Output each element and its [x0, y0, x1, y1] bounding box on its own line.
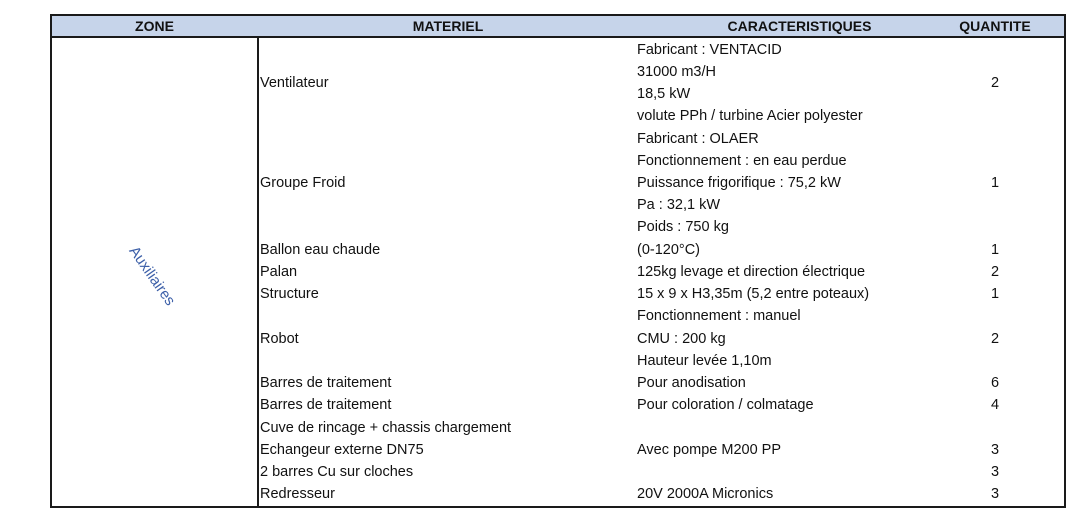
header-caracteristiques: CARACTERISTIQUES — [727, 18, 872, 34]
materiel-cuve-rincage: Cuve de rincage + chassis chargement — [260, 420, 512, 436]
header-quantite: QUANTITE — [959, 18, 1031, 34]
zone-label: Auxiliaires — [125, 243, 179, 309]
quantite-cell: 1 — [990, 242, 1000, 258]
carac-line: Avec pompe M200 PP — [637, 442, 782, 458]
carac-line: Pa : 32,1 kW — [637, 197, 721, 213]
quantite-cell: 1 — [990, 286, 1000, 302]
quantite-cell: 3 — [990, 486, 1000, 502]
quantite-cell: 2 — [990, 75, 1000, 91]
equipment-table — [50, 14, 1066, 508]
header-materiel: MATERIEL — [412, 18, 484, 34]
quantite-cell: 6 — [990, 375, 1000, 391]
carac-line: Fonctionnement : en eau perdue — [637, 153, 847, 169]
materiel-barres-traitement-2: Barres de traitement — [260, 397, 392, 413]
carac-line: (0-120°C) — [637, 242, 701, 258]
carac-line: Poids : 750 kg — [637, 219, 729, 235]
carac-line: Pour anodisation — [637, 375, 746, 391]
materiel-barres-cu: 2 barres Cu sur cloches — [260, 464, 414, 480]
quantite-cell: 2 — [990, 331, 1000, 347]
carac-line: 125kg levage et direction électrique — [637, 264, 866, 280]
quantite-cell: 1 — [990, 175, 1000, 191]
carac-line: Hauteur levée 1,10m — [637, 353, 772, 369]
carac-line: Fabricant : OLAER — [637, 131, 759, 147]
materiel-robot: Robot — [260, 331, 299, 347]
carac-line: 20V 2000A Micronics — [637, 486, 774, 502]
materiel-structure: Structure — [260, 286, 319, 302]
carac-line: volute PPh / turbine Acier polyester — [637, 108, 863, 124]
quantite-cell: 3 — [990, 442, 1000, 458]
header-zone: ZONE — [135, 18, 174, 34]
table-header — [52, 16, 1064, 38]
materiel-ballon-eau-chaude: Ballon eau chaude — [260, 242, 381, 258]
materiel-groupe-froid: Groupe Froid — [260, 175, 346, 191]
carac-line: Fabricant : VENTACID — [637, 42, 782, 58]
materiel-ventilateur: Ventilateur — [260, 75, 329, 91]
carac-line: CMU : 200 kg — [637, 331, 726, 347]
zone-cell — [52, 38, 259, 506]
quantite-cell: 4 — [990, 397, 1000, 413]
materiel-echangeur: Echangeur externe DN75 — [260, 442, 424, 458]
carac-line: Puissance frigorifique : 75,2 kW — [637, 175, 841, 191]
quantite-cell: 3 — [990, 464, 1000, 480]
carac-line: 15 x 9 x H3,35m (5,2 entre poteaux) — [637, 286, 870, 302]
quantite-cell: 2 — [990, 264, 1000, 280]
materiel-barres-traitement-1: Barres de traitement — [260, 375, 392, 391]
carac-line: 31000 m3/H — [637, 64, 716, 80]
materiel-redresseur: Redresseur — [260, 486, 335, 502]
carac-line: Fonctionnement : manuel — [637, 308, 801, 324]
carac-line: 18,5 kW — [637, 86, 691, 102]
carac-line: Pour coloration / colmatage — [637, 397, 814, 413]
materiel-palan: Palan — [260, 264, 298, 280]
